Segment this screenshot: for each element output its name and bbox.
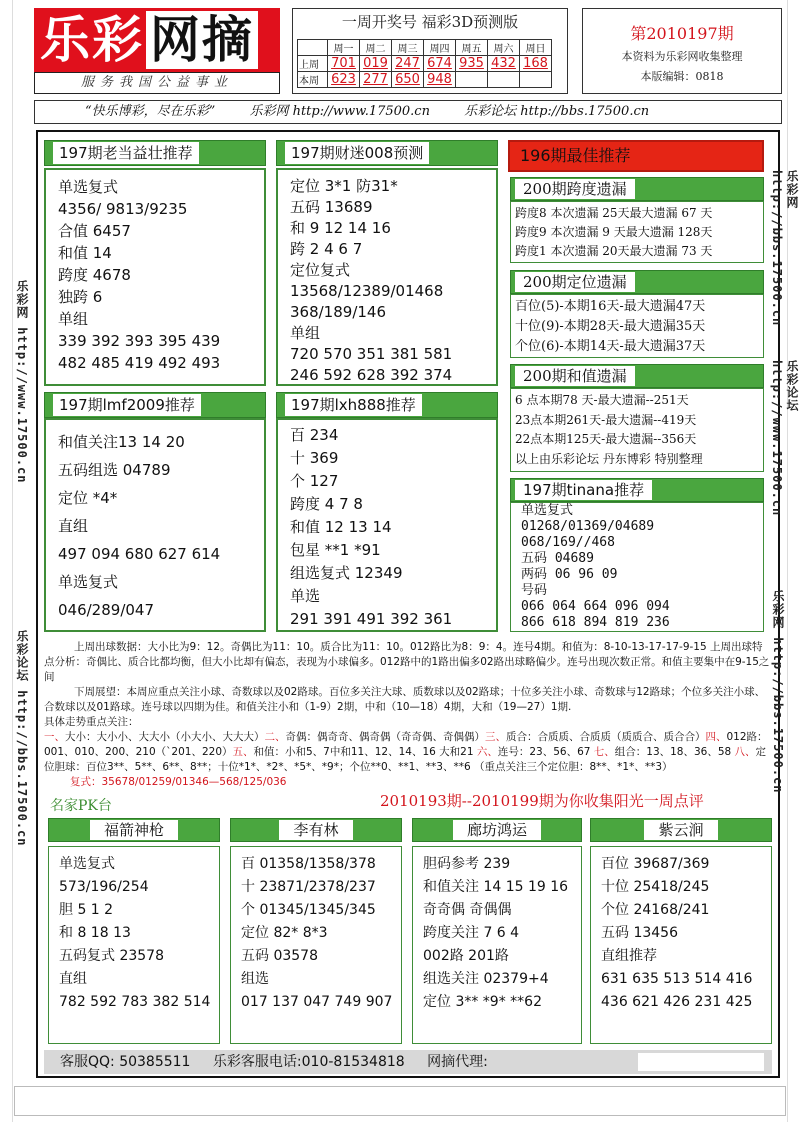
tinana-lines bbox=[521, 503, 763, 631]
expert-title bbox=[412, 818, 582, 842]
focus-item-number: 六、 bbox=[476, 746, 498, 758]
text-line: 合值 6457 bbox=[58, 222, 131, 240]
text-line: 两码 06 96 09 bbox=[521, 567, 618, 582]
text-line: 13568/12389/01468 bbox=[290, 282, 444, 300]
text-line: 单选复式 bbox=[521, 503, 574, 518]
sum-omit-title: 200期和值遗漏 bbox=[510, 364, 764, 388]
expert-line: 和值关注 14 15 19 16 bbox=[423, 879, 569, 895]
day-header: 周日 bbox=[520, 40, 552, 56]
expert-line: 直组推荐 bbox=[601, 948, 657, 964]
text-line: 个 127 bbox=[290, 472, 339, 490]
analysis-focus-head: 具体走势重点关注： bbox=[44, 716, 139, 728]
site-link-2[interactable]: 乐彩论坛 http://bbs.17500.cn bbox=[464, 104, 650, 119]
day-header: 周一 bbox=[328, 40, 360, 56]
focus-item-number: 七、 bbox=[593, 746, 615, 758]
expert-name: 紫云涧 bbox=[644, 820, 717, 840]
last-week-number: 247 bbox=[392, 56, 424, 72]
expert-line: 和 8 18 13 bbox=[59, 925, 131, 941]
days-row bbox=[298, 40, 552, 56]
focus-item-text: 组合：13、18、36、58 bbox=[614, 746, 735, 758]
box4 bbox=[276, 418, 498, 632]
trend-analysis bbox=[44, 640, 772, 790]
text-line: 368/189/146 bbox=[290, 303, 386, 321]
focus-item-text: 大小：大小小、大大小（小大小、大大大） bbox=[65, 731, 265, 743]
focus-item-number: 一、 bbox=[44, 731, 65, 743]
logo-part1: 乐彩 bbox=[40, 10, 144, 69]
expert-line: 百 01358/1358/378 bbox=[241, 856, 376, 872]
text-line: 单选 bbox=[290, 587, 321, 605]
focus-item-text: 连号：23、56、67 bbox=[497, 746, 594, 758]
text-line: 482 485 419 492 493 bbox=[58, 354, 221, 372]
text-line: 和值关注13 14 20 bbox=[58, 433, 185, 451]
text-line: 866 618 894 819 236 bbox=[521, 615, 670, 630]
expert-line: 五码 13456 bbox=[601, 925, 678, 941]
expert-line: 782 592 783 382 514 bbox=[59, 994, 211, 1010]
day-header: 周三 bbox=[392, 40, 424, 56]
text-line: 定位 3*1 防31* bbox=[290, 177, 398, 195]
last-week-number: 168 bbox=[520, 56, 552, 72]
day-header: 周六 bbox=[488, 40, 520, 56]
box3-title: 197期lmf2009推荐 bbox=[44, 392, 266, 418]
analysis-outlook: 下周展望：本周应重点关注小球、奇数球以及02路球。百位多关注大球、质数球以及02路球；十位多关注小球、奇数球与12路球；个位多关注小球、合数球以及01路球。连号球以四期为佳。和值关注小和（1-9）2期，中和（10—18）4期，大和（19—27）1期. bbox=[44, 686, 766, 713]
day-header: 周二 bbox=[360, 40, 392, 56]
text-line: 068/169//468 bbox=[521, 535, 615, 550]
focus-item-text: 奇偶：偶奇奇、偶奇偶（奇奇偶、奇偶偶） bbox=[285, 731, 485, 743]
last-week-number: 701 bbox=[328, 56, 360, 72]
analysis-focus-items bbox=[44, 730, 772, 775]
expert-line: 十位 25418/245 bbox=[601, 879, 710, 895]
expert-line: 436 621 426 231 425 bbox=[601, 994, 753, 1010]
text-line: 以上由乐彩论坛 丹东博彩 特别整理 bbox=[515, 451, 703, 466]
draw-table bbox=[297, 39, 552, 88]
focus-item-text: 质合：合质质、合质质（质质合、质合合） bbox=[506, 731, 706, 743]
this-week-number: 948 bbox=[424, 72, 456, 88]
issue-note-1: 本资料为乐彩网收集整理 bbox=[621, 50, 743, 63]
draw-title: 一周开奖号 福彩3D预测版 bbox=[341, 13, 519, 31]
pos-omit-lines bbox=[515, 297, 763, 357]
span-omit-title: 200期跨度遗漏 bbox=[510, 177, 764, 201]
box4-lines bbox=[278, 424, 496, 631]
agent-label: 网摘代理: bbox=[427, 1054, 488, 1070]
expert-line: 胆码参考 239 bbox=[423, 856, 511, 872]
expert-line: 573/196/254 bbox=[59, 879, 149, 895]
analysis-last-week: 上周出球数据：大小比为9：12。奇偶比为11：10。质合比为11：10。012路比为8：9：4。连号4期。和值为：8-10-13-17-17-9-15 上周出球特点分析：奇偶比、质合比都均衡，但大小比却有偏态，表现为小球偏多。012路中的1路出偏多02路出球略偏少。连号出现次数正常。和值主要集中在9-15之间 bbox=[44, 641, 770, 683]
this-week-number: 623 bbox=[328, 72, 360, 88]
box2 bbox=[276, 168, 498, 386]
page-left-edge bbox=[12, 0, 13, 1122]
this-week-number bbox=[456, 72, 488, 88]
span-omit-box bbox=[510, 201, 764, 263]
issue-number: 第2010197期 bbox=[630, 24, 734, 43]
span-omit-lines bbox=[515, 204, 763, 261]
this-week-number: 650 bbox=[392, 72, 424, 88]
expert-line: 单选复式 bbox=[59, 856, 115, 872]
focus-item-number: 二、 bbox=[264, 731, 286, 743]
text-line: 直组 bbox=[58, 517, 89, 535]
text-line: 497 094 680 627 614 bbox=[58, 545, 221, 563]
pos-omit-title: 200期定位遗漏 bbox=[510, 270, 764, 294]
expert-line: 017 137 047 749 907 bbox=[241, 994, 393, 1010]
box1 bbox=[44, 168, 266, 386]
page-right-edge bbox=[787, 0, 788, 1122]
side-text-right-mid: 乐彩论坛 http://www.17500.cn bbox=[770, 360, 799, 517]
tinana-title: 197期tinana推荐 bbox=[510, 478, 764, 502]
text-line: 22点本期125天-最大遗漏--356天 bbox=[515, 432, 697, 446]
expert-line: 定位 82* 8*3 bbox=[241, 925, 328, 941]
focus-item-text: 012路：001、010、200、210（`201、220） bbox=[44, 731, 768, 758]
agent-input-slot bbox=[638, 1053, 764, 1071]
this-week-number: 277 bbox=[360, 72, 392, 88]
expert-line: 直组 bbox=[59, 971, 87, 987]
this-week-label: 本周 bbox=[298, 72, 328, 88]
last-week-label: 上周 bbox=[298, 56, 328, 72]
this-week-row bbox=[298, 72, 552, 88]
slogan: 服务我国公益事业 bbox=[34, 72, 280, 94]
box2-title: 197期财迷008预测 bbox=[276, 140, 498, 166]
text-line: 跨度8 本次遗漏 25天最大遗漏 67 天 bbox=[515, 206, 713, 220]
expert-box bbox=[230, 846, 402, 1044]
text-line: 246 592 628 392 374 bbox=[290, 366, 453, 384]
day-header: 周四 bbox=[424, 40, 456, 56]
last-week-number: 935 bbox=[456, 56, 488, 72]
text-line: 跨 2 4 6 7 bbox=[290, 240, 363, 258]
text-line: 720 570 351 381 581 bbox=[290, 345, 453, 363]
this-week-number bbox=[520, 72, 552, 88]
expert-line: 百位 39687/369 bbox=[601, 856, 710, 872]
text-line: 23点本期261天-最大遗漏--419天 bbox=[515, 412, 697, 427]
issue-box bbox=[582, 8, 782, 94]
expert-line: 002路 201路 bbox=[423, 948, 509, 964]
focus-item-number: 四、 bbox=[705, 731, 727, 743]
text-line: 五码 04689 bbox=[521, 551, 594, 566]
day-header: 周五 bbox=[456, 40, 488, 56]
side-text-left-top: 乐彩网 http://www.17500.cn bbox=[15, 280, 29, 484]
issue-note-2: 本版编辑：0818 bbox=[640, 70, 724, 83]
sum-omit-lines bbox=[515, 391, 763, 469]
expert-name: 廊坊鸿运 bbox=[453, 820, 541, 840]
focus-item-number: 八、 bbox=[734, 746, 756, 758]
expert-name: 李有林 bbox=[279, 820, 352, 840]
text-line: 单选复式 bbox=[58, 573, 119, 591]
box1-title: 197期老当益壮推荐 bbox=[44, 140, 266, 166]
logo bbox=[34, 8, 280, 72]
expert-name: 福箭神枪 bbox=[90, 820, 178, 840]
text-line: 百位(5)-本期16天-最大遗漏47天 bbox=[515, 299, 706, 314]
expert-title bbox=[48, 818, 220, 842]
weekly-draw-box bbox=[292, 8, 568, 94]
expert-line: 胆 5 1 2 bbox=[59, 902, 114, 918]
last-week-row bbox=[298, 56, 552, 72]
expert-line: 跨度关注 7 6 4 bbox=[423, 925, 520, 941]
text-line: 独跨 6 bbox=[58, 288, 103, 306]
expert-line: 十 23871/2378/237 bbox=[241, 879, 376, 895]
side-text-right-bottom: 乐彩网 http://bbs.17500.cn bbox=[771, 590, 785, 794]
text-line: 和 9 12 14 16 bbox=[290, 219, 391, 237]
focus-item-text: 和值：小和5、7中和11、12、14、16 大和21 bbox=[253, 746, 477, 758]
expert-line: 个位 24168/241 bbox=[601, 902, 710, 918]
logo-part2: 网摘 bbox=[146, 11, 258, 69]
text-line: 百 234 bbox=[290, 426, 339, 444]
best-recommend-title: 196期最佳推荐 bbox=[508, 140, 764, 172]
expert-line: 个 01345/1345/345 bbox=[241, 902, 376, 918]
expert-line: 五码 03578 bbox=[241, 948, 318, 964]
text-line: 五码 13689 bbox=[290, 198, 373, 216]
side-text-left-bottom: 乐彩论坛 http://bbs.17500.cn bbox=[15, 630, 29, 847]
service-phone: 乐彩客服电话:010-81534818 bbox=[212, 1054, 405, 1070]
tinana-box bbox=[510, 502, 764, 632]
page-bottom-strip bbox=[14, 1086, 786, 1116]
text-line: 包星 **1 *91 bbox=[290, 541, 381, 559]
text-line: 跨度9 本次遗漏 9 天最大遗漏 128天 bbox=[515, 225, 713, 239]
text-line: 号码 bbox=[521, 583, 548, 598]
box1-lines bbox=[46, 176, 264, 374]
expert-line: 组选 bbox=[241, 971, 269, 987]
expert-line: 定位 3** *9* **62 bbox=[423, 994, 542, 1010]
service-qq: 客服QQ: 50385511 bbox=[60, 1054, 191, 1070]
side-text-right-top: 乐彩网 http://bbs.17500.cn bbox=[770, 170, 799, 327]
expert-box bbox=[412, 846, 582, 1044]
expert-box bbox=[590, 846, 772, 1044]
text-line: 和值 14 bbox=[58, 244, 112, 262]
box2-lines bbox=[278, 176, 496, 386]
text-line: 跨度 4678 bbox=[58, 266, 131, 284]
text-line: 十位(9)-本期28天-最大遗漏35天 bbox=[515, 319, 706, 334]
this-week-number bbox=[488, 72, 520, 88]
text-line: 066 064 664 096 094 bbox=[521, 599, 670, 614]
sum-omit-box bbox=[510, 388, 764, 472]
text-line: 单选复式 bbox=[58, 178, 119, 196]
expert-line: 奇奇偶 奇偶偶 bbox=[423, 902, 512, 918]
expert-title bbox=[590, 818, 772, 842]
box3 bbox=[44, 418, 266, 632]
footer-bar bbox=[44, 1050, 772, 1074]
expert-line: 组选关注 02379+4 bbox=[423, 971, 549, 987]
expert-box bbox=[48, 846, 220, 1044]
text-line: 6 点本期78 天-最大遗漏--251天 bbox=[515, 393, 689, 407]
text-line: 046/289/047 bbox=[58, 601, 154, 619]
analysis-compound: 复式：35678/01259/01346—568/125/036 bbox=[70, 776, 287, 788]
text-line: 和值 12 13 14 bbox=[290, 518, 392, 536]
text-line: 4356/ 9813/9235 bbox=[58, 200, 188, 218]
pk-label: 名家PK台 bbox=[50, 798, 112, 814]
last-week-number: 019 bbox=[360, 56, 392, 72]
focus-item-number: 五、 bbox=[232, 746, 254, 758]
text-line: 291 391 491 392 361 bbox=[290, 610, 453, 628]
text-line: 单组 bbox=[290, 324, 321, 342]
text-line: 定位 *4* bbox=[58, 489, 118, 507]
text-line: 五码组选 04789 bbox=[58, 461, 171, 479]
text-line: 十 369 bbox=[290, 449, 339, 467]
pos-omit-box bbox=[510, 294, 764, 358]
site-link-1[interactable]: 乐彩网 http://www.17500.cn bbox=[249, 104, 430, 119]
last-week-number: 432 bbox=[488, 56, 520, 72]
text-line: 01268/01369/04689 bbox=[521, 519, 655, 534]
focus-item-text: 定位胆球：百位3**、5**、6**、8**；十位*1*、*2*、*5*、*9*；个位**0、**1、**3、**6 （重点关注三个定位胆：8**、*1*、**3） bbox=[44, 746, 767, 773]
text-line: 单组 bbox=[58, 310, 89, 328]
motto-quote: “快乐博彩，尽在乐彩” bbox=[85, 104, 216, 119]
text-line: 个位(6)-本期14天-最大遗漏37天 bbox=[515, 339, 706, 354]
motto-bar bbox=[34, 100, 782, 124]
text-line: 跨度1 本次遗漏 20天最大遗漏 73 天 bbox=[515, 244, 713, 258]
pk-banner: 2010193期--2010199期为你收集阳光一周点评 bbox=[380, 792, 704, 810]
expert-line: 631 635 513 514 416 bbox=[601, 971, 753, 987]
text-line: 跨度 4 7 8 bbox=[290, 495, 363, 513]
text-line: 组选复式 12349 bbox=[290, 564, 403, 582]
box4-title: 197期lxh888推荐 bbox=[276, 392, 498, 418]
expert-title bbox=[230, 818, 402, 842]
box3-lines bbox=[46, 428, 264, 624]
text-line: 定位复式 bbox=[290, 261, 351, 279]
focus-item-number: 三、 bbox=[485, 731, 506, 743]
expert-line: 五码复式 23578 bbox=[59, 948, 164, 964]
text-line: 339 392 393 395 439 bbox=[58, 332, 221, 350]
last-week-number: 674 bbox=[424, 56, 456, 72]
